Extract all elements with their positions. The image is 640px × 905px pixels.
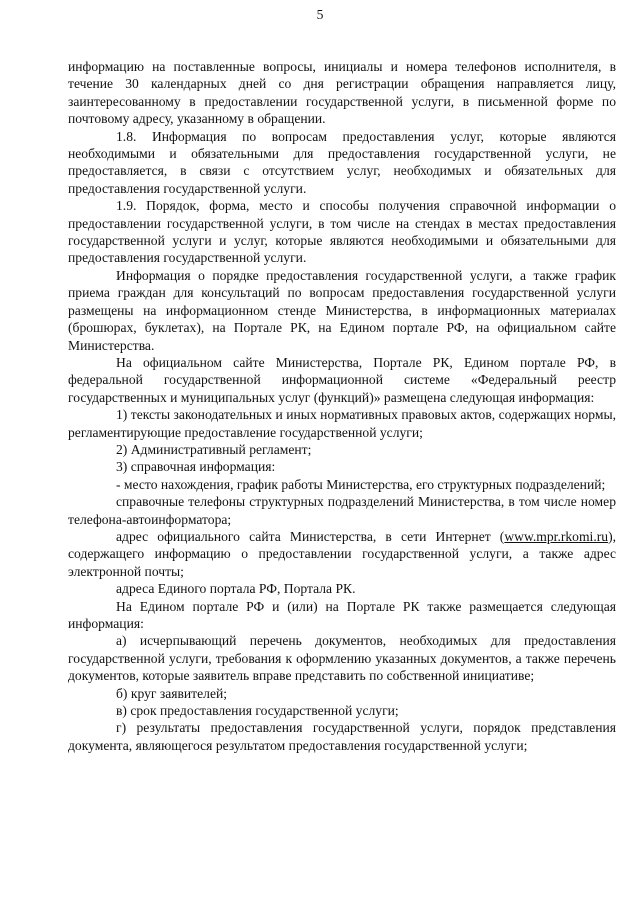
website-text-post: ), содержащего информацию о предоставлении государственной услуги, а также адрес электронной почты; <box>68 528 616 579</box>
list-item-2: 2) Административный регламент; <box>116 441 312 457</box>
list-item-3: 3) справочная информация: <box>116 459 276 475</box>
website-link[interactable]: www.mpr.rkomi.ru <box>504 528 609 544</box>
paragraph-official-site: На официальном сайте Министерства, Портале РК, Едином портале РФ, в федеральной государственной информационной системе «Федеральный реестр государственных и муниципальных услуг (функций)» размещена следующая информация: <box>68 354 616 405</box>
paragraph-portal-info: На Едином портале РФ и (или) на Портале РК также размещается следующая информация: <box>68 598 616 631</box>
page-number: 5 <box>316 7 324 22</box>
list-item-g: г) результаты предоставления государственной услуги, порядок представления документа, являющегося результатом предоставления государственной услуги; <box>68 720 616 753</box>
sub-item-portals: адреса Единого портала РФ, Портала РК. <box>116 581 356 597</box>
sub-item-phones: справочные телефоны структурных подразделений Министерства, в том числе номер телефона-автоинформатора; <box>68 494 616 527</box>
list-item-1: 1) тексты законодательных и иных нормативных правовых актов, содержащих нормы, регламентирующие предоставление государственной услуги; <box>68 407 616 440</box>
website-text-pre: адрес официального сайта Министерства, в сети Интернет ( <box>116 528 505 544</box>
paragraph-1-8: 1.8. Информация по вопросам предоставления услуг, которые являются необходимыми и обязательными для предоставления государственной услуги, не предоставляется, в связи с отсутствием услуг, необходимых и обязательных для предоставления государственной услуги. <box>68 128 616 196</box>
list-item-a: а) исчерпывающий перечень документов, необходимых для предоставления государственной услуги, требования к оформлению указанных документов, а также перечень документов, которые заявитель вправе представить по собственной инициативе; <box>68 633 616 684</box>
document-body <box>68 58 616 754</box>
list-item-v: в) срок предоставления государственной услуги; <box>116 703 399 719</box>
paragraph-response-info: информацию на поставленные вопросы, инициалы и номера телефонов исполнителя, в течение 30 календарных дней со дня регистрации обращения направляется лицу, заинтересованному в предоставлении государственной услуги, в письменной форме по почтовому адресу, указанному в обращении. <box>68 59 616 127</box>
list-item-b: б) круг заявителей; <box>116 685 228 701</box>
sub-item-website <box>68 528 616 580</box>
sub-item-location: - место нахождения, график работы Министерства, его структурных подразделений; <box>116 476 606 492</box>
paragraph-schedule-info: Информация о порядке предоставления государственной услуги, а также график приема граждан для консультаций по вопросам предоставления государственной услуги размещены на информационном стенде Министерства, в информационных материалах (брошюрах, буклетах), на Портале РК, на Едином портале РФ, на официальном сайте Министерства. <box>68 267 616 353</box>
paragraph-1-9: 1.9. Порядок, форма, место и способы получения справочной информации о предоставлении государственной услуги, в том числе на стендах в местах предоставления государственной услуги и услуг, которые являются необходимыми и обязательными для предоставления государственной услуги. <box>68 198 616 266</box>
